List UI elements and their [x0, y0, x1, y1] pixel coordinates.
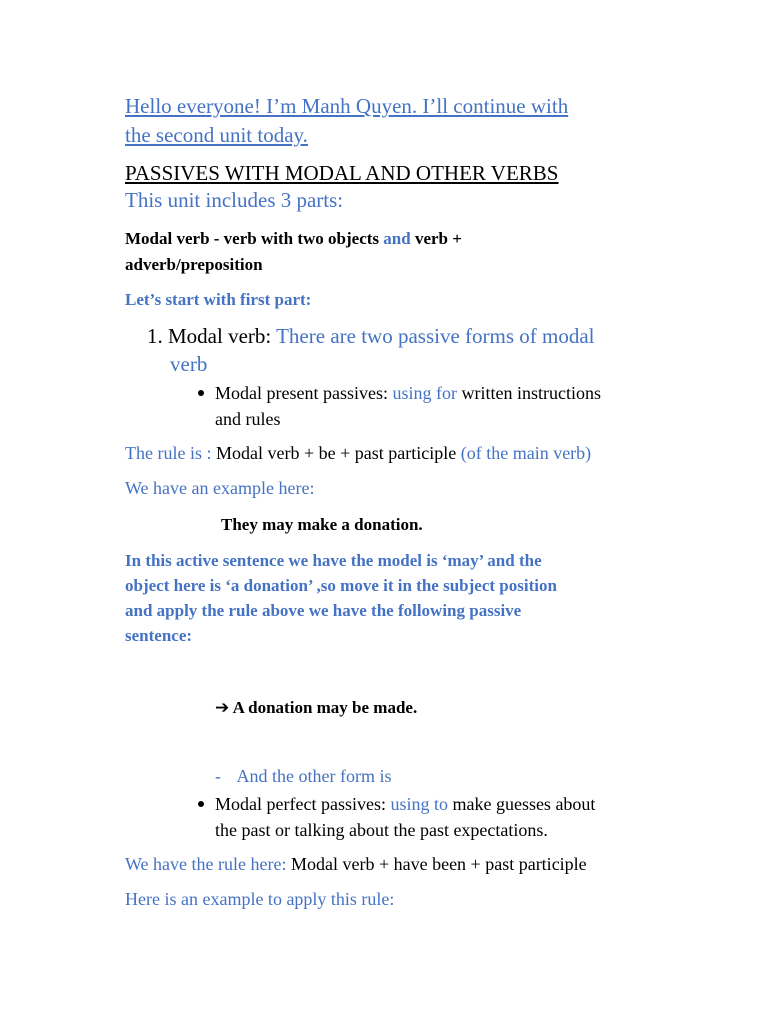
bullet1-label: Modal present passives:: [215, 383, 393, 403]
page-title: PASSIVES WITH MODAL AND OTHER VERBS: [125, 161, 559, 185]
start-line: Let’s start with first part:: [125, 290, 312, 309]
explanation-line-3: and apply the rule above we have the following passive: [125, 601, 522, 620]
example-intro: We have an example here:: [125, 478, 315, 498]
parts-list: [125, 226, 462, 278]
rule2-label: We have the rule here:: [125, 854, 291, 874]
explanation-line-1: In this active sentence we have the model is ‘may’ and the: [125, 551, 542, 570]
intro-line-1: Hello everyone! I’m Manh Quyen. I’ll continue with: [125, 94, 569, 118]
rule1-label: The rule is :: [125, 443, 216, 463]
numbered-item-label: Modal verb:: [168, 324, 272, 348]
parts-and: and: [383, 229, 411, 248]
rule2-formula: Modal verb + have been + past participle: [290, 854, 587, 874]
explanation-line-4: sentence:: [125, 626, 193, 645]
other-form: [215, 766, 391, 787]
dash-marker: -: [215, 766, 221, 786]
arrow-right-icon: ➔: [215, 698, 230, 718]
passive-sentence-line: [215, 695, 417, 721]
bullet2-rest-2: the past or talking about the past expectations.: [215, 820, 548, 840]
other-form-text: And the other form is: [236, 766, 392, 786]
rule-2: [125, 854, 587, 875]
numbered-item-desc-2: verb: [170, 352, 208, 376]
numbered-item-desc-1: There are two passive forms of modal: [271, 324, 595, 348]
bullet2-label: Modal perfect passives:: [215, 794, 391, 814]
explanation: [125, 548, 557, 648]
parts-a: Modal verb - verb with two objects: [125, 229, 384, 248]
unit-includes: This unit includes 3 parts:: [125, 188, 344, 212]
numbered-item-number: 1.: [147, 324, 163, 348]
bullet1-blue: using for: [392, 383, 457, 403]
bullet-item-1: [215, 380, 601, 432]
bullet-item-2: [215, 791, 595, 843]
rule1-note: (of the main verb): [460, 443, 592, 463]
explanation-line-2: object here is ‘a donation’ ,so move it in the subject position: [125, 576, 557, 595]
bullet-icon: [198, 801, 204, 807]
bullet2-rest-1: make guesses about: [447, 794, 596, 814]
rule-1: [125, 443, 591, 464]
bullet1-rest-2: and rules: [215, 409, 281, 429]
passive-sentence: A donation may be made.: [232, 698, 418, 717]
example2-intro: Here is an example to apply this rule:: [125, 889, 395, 909]
parts-b: verb +: [410, 229, 462, 248]
bullet-icon: [198, 390, 204, 396]
rule1-formula: Modal verb + be + past participle: [215, 443, 461, 463]
numbered-item-1: [147, 322, 595, 378]
intro-line-2: the second unit today.: [125, 123, 308, 147]
intro-heading: [125, 92, 568, 150]
bullet2-blue: using to: [390, 794, 448, 814]
bullet1-rest-1: written instructions: [456, 383, 601, 403]
parts-c: adverb/preposition: [125, 255, 263, 274]
example-sentence: They may make a donation.: [221, 515, 423, 534]
